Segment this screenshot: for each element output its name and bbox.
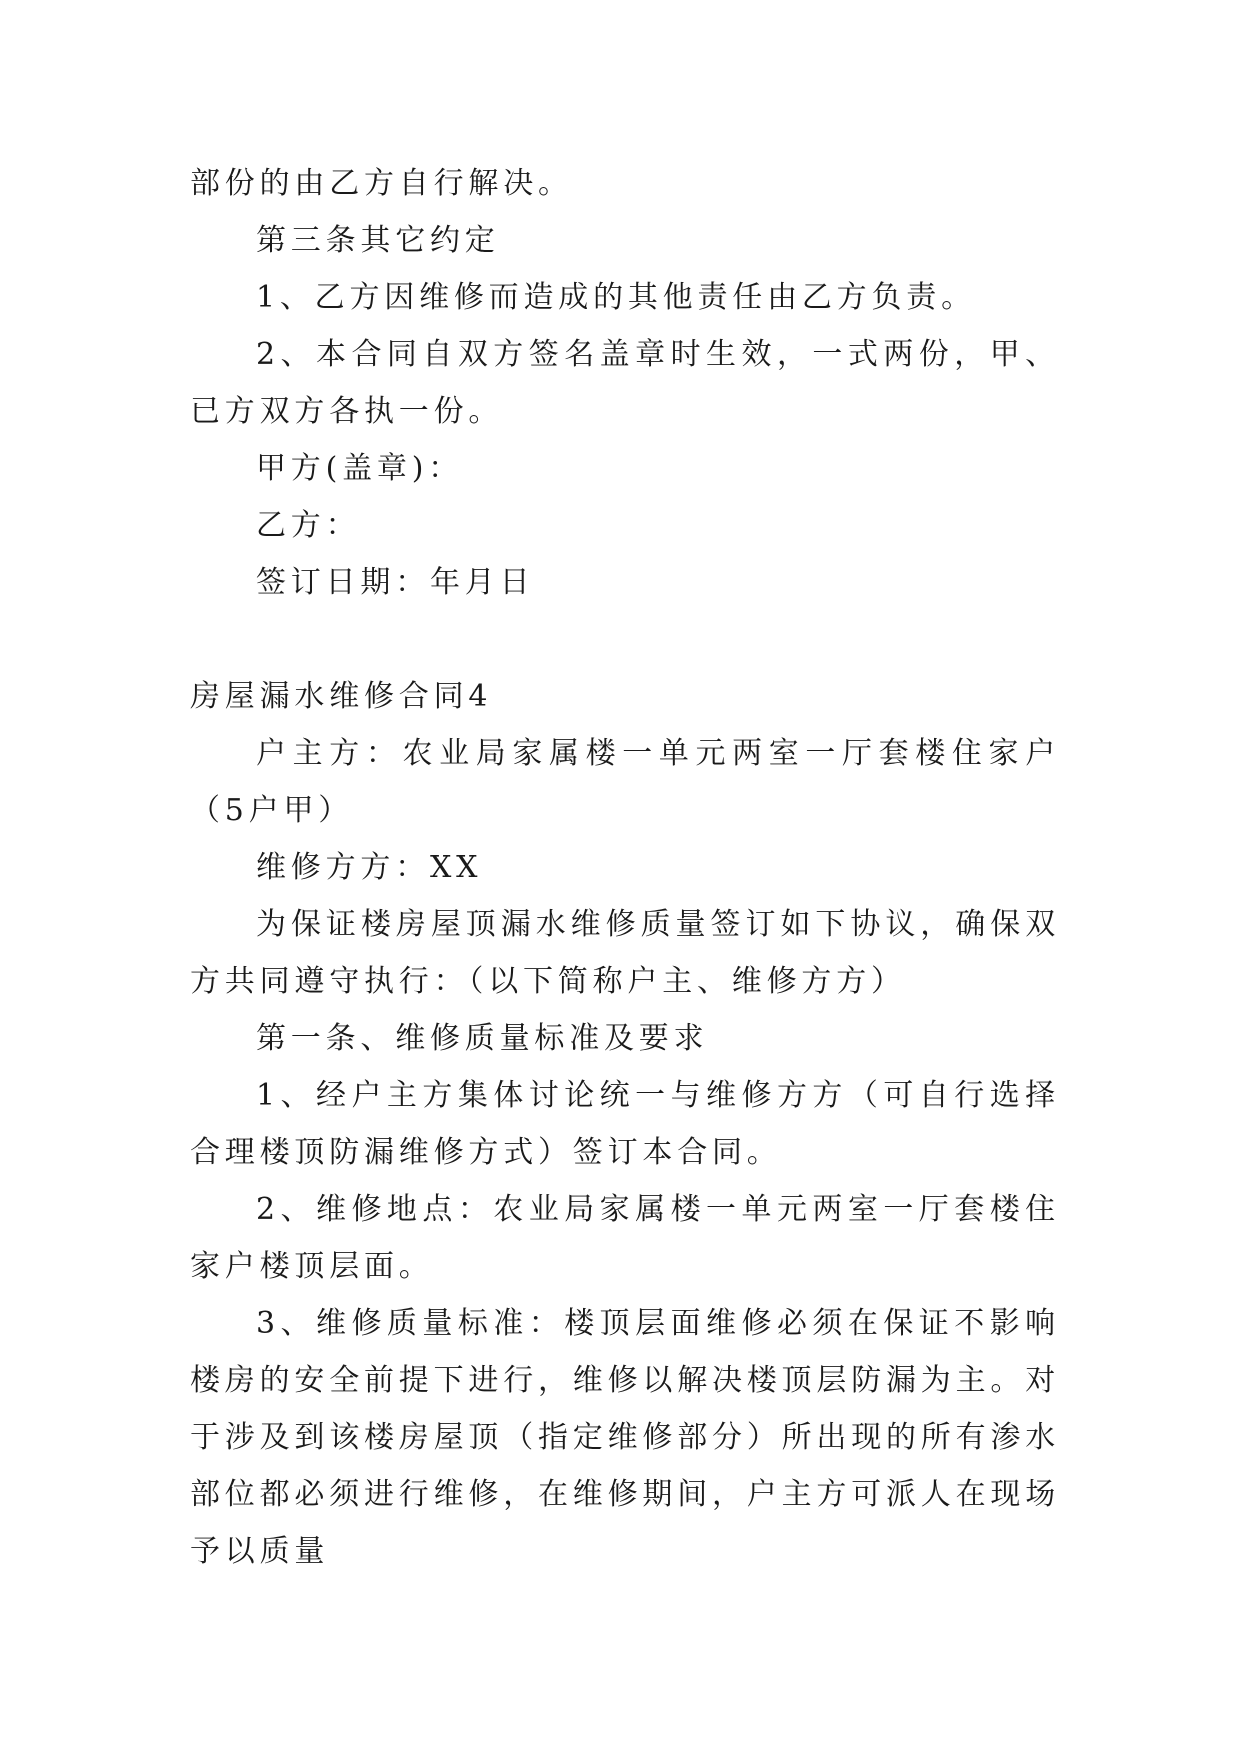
standard-clause-2: 2、维修地点：农业局家属楼一单元两室一厅套楼住家户楼顶层面。: [190, 1192, 1060, 1284]
clause-2: 2、本合同自双方签名盖章时生效，一式两份，甲、已方双方各执一份。: [190, 337, 1060, 429]
paragraph-continuation: 部份的由乙方自行解决。: [190, 166, 573, 201]
signing-date-line: 签订日期：年月日: [256, 565, 535, 600]
agreement-preamble: 为保证楼房屋顶漏水维修质量签订如下协议，确保双方共同遵守执行：（以下简称户主、维修方方）: [190, 907, 1060, 999]
contract-title: 房屋漏水维修合同4: [190, 679, 493, 714]
section-gap: [190, 611, 1060, 668]
standard-clause-1: 1、经户主方集体讨论统一与维修方方（可自行选择合理楼顶防漏维修方式）签订本合同。: [190, 1078, 1060, 1170]
standard-clause-3: 3、维修质量标准：楼顶层面维修必须在保证不影响楼房的安全前提下进行，维修以解决楼顶层防漏为主。对于涉及到该楼房屋顶（指定维修部分）所出现的所有渗水部位都必须进行维修，在维修期间，户主方可派人在现场予以质量: [190, 1306, 1060, 1569]
party-a-signature-line: 甲方(盖章)：: [256, 451, 464, 486]
clause-1: 1、乙方因维修而造成的其他责任由乙方负责。: [256, 280, 976, 315]
section-heading-other-terms: 第三条其它约定: [256, 223, 500, 258]
repair-party: 维修方方：XX: [256, 850, 483, 885]
homeowner-party: 户主方：农业局家属楼一单元两室一厅套楼住家户（5户甲）: [190, 736, 1060, 828]
document-body: [190, 155, 1060, 1580]
section-heading-quality-standards: 第一条、维修质量标准及要求: [256, 1021, 709, 1056]
party-b-signature-line: 乙方：: [256, 508, 361, 543]
